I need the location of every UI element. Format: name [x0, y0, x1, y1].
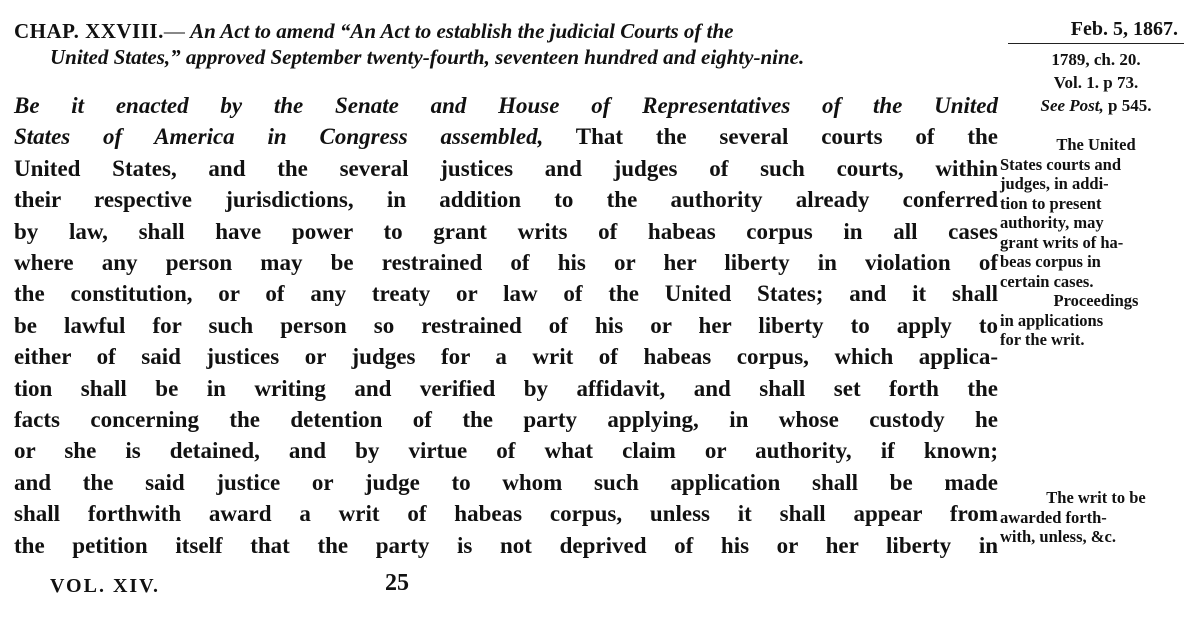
body-line: the constitution, or of any treaty or law of the United States; and it shall: [14, 281, 998, 307]
citation-references: [1000, 48, 1192, 117]
body-line: or she is detained, and by virtue of what claim or authority, if known;: [14, 438, 998, 464]
note-line: in applications: [1000, 310, 1104, 330]
note-line: The United: [1056, 135, 1136, 154]
note-line: awarded forth-: [1000, 507, 1107, 527]
body-line: either of said justices or judges for a writ of habeas corpus, which applica-: [14, 344, 998, 370]
note-line: The writ to be: [1046, 488, 1146, 507]
body-line: by law, shall have power to grant writs of habeas corpus in all cases: [14, 218, 998, 244]
body-line: tion shall be in writing and verified by affidavit, and shall set forth the: [14, 375, 998, 401]
note-line: judges, in addi-: [1000, 174, 1109, 193]
heading-line-1: [14, 18, 998, 44]
note-line: States courts and: [1000, 154, 1122, 174]
body-line: and the said justice or judge to whom such application shall be made: [14, 469, 998, 495]
chapter-heading: [14, 18, 998, 70]
note-line: for the writ.: [1000, 330, 1085, 349]
body-line: be lawful for such person so restrained of his or her liberty to apply to: [14, 312, 998, 338]
note-line: Proceedings: [1053, 291, 1139, 310]
margin-note-courts-power: [1000, 135, 1192, 291]
main-column: [14, 18, 998, 561]
body-line: their respective jurisdictions, in addition to the authority already conferred: [14, 187, 998, 213]
citation-3-rest: p 545.: [1103, 96, 1152, 115]
citation-2: Vol. 1. p 73.: [1053, 73, 1139, 92]
margin-note-writ-awarded: [1000, 488, 1192, 547]
enacting-clause-italic: States of America in Congress assembled,: [14, 124, 544, 150]
body-line: the petition itself that the party is not deprived of his or her liberty in: [14, 532, 998, 558]
act-body: [14, 90, 998, 561]
margin-note-proceedings: [1000, 291, 1192, 350]
act-title-line-2: United States,” approved September twenty-fourth, seventeen hundred and eighty-nine.: [50, 45, 805, 69]
marginal-notes: [1000, 18, 1192, 546]
volume-footer: VOL. XIV.: [50, 575, 161, 597]
enactment-date: Feb. 5, 1867.: [1008, 18, 1184, 44]
chapter-number: CHAP. XXVIII.: [14, 19, 164, 43]
enacting-clause-rest: That the several courts of the: [543, 124, 998, 150]
note-line: authority, may: [1000, 213, 1104, 232]
body-line: shall forthwith award a writ of habeas corpus, unless it shall appear from: [14, 501, 998, 527]
note-line: certain cases.: [1000, 271, 1094, 291]
citation-3: [1000, 94, 1192, 117]
body-line: where any person may be restrained of his or her liberty in violation of: [14, 250, 998, 276]
act-title-line-1: An Act to amend “An Act to establish the judicial Courts of the: [190, 19, 734, 43]
note-line: with, unless, &c.: [1000, 527, 1116, 546]
body-line: United States, and the several justices and judges of such courts, within: [14, 155, 998, 181]
page-number: 25: [385, 570, 409, 596]
note-line: tion to present: [1000, 193, 1102, 213]
note-line: grant writs of ha-: [1000, 232, 1124, 252]
enacting-clause-line-1: Be it enacted by the Senate and House of Representatives of the United: [14, 93, 998, 118]
citation-3-italic: See Post,: [1040, 96, 1104, 115]
heading-dash: —: [163, 19, 185, 43]
citation-1: 1789, ch. 20.: [1051, 50, 1141, 69]
enacting-clause-line-2: [14, 121, 998, 152]
note-line: beas corpus in: [1000, 252, 1101, 271]
body-line: facts concerning the detention of the party applying, in whose custody he: [14, 407, 998, 433]
